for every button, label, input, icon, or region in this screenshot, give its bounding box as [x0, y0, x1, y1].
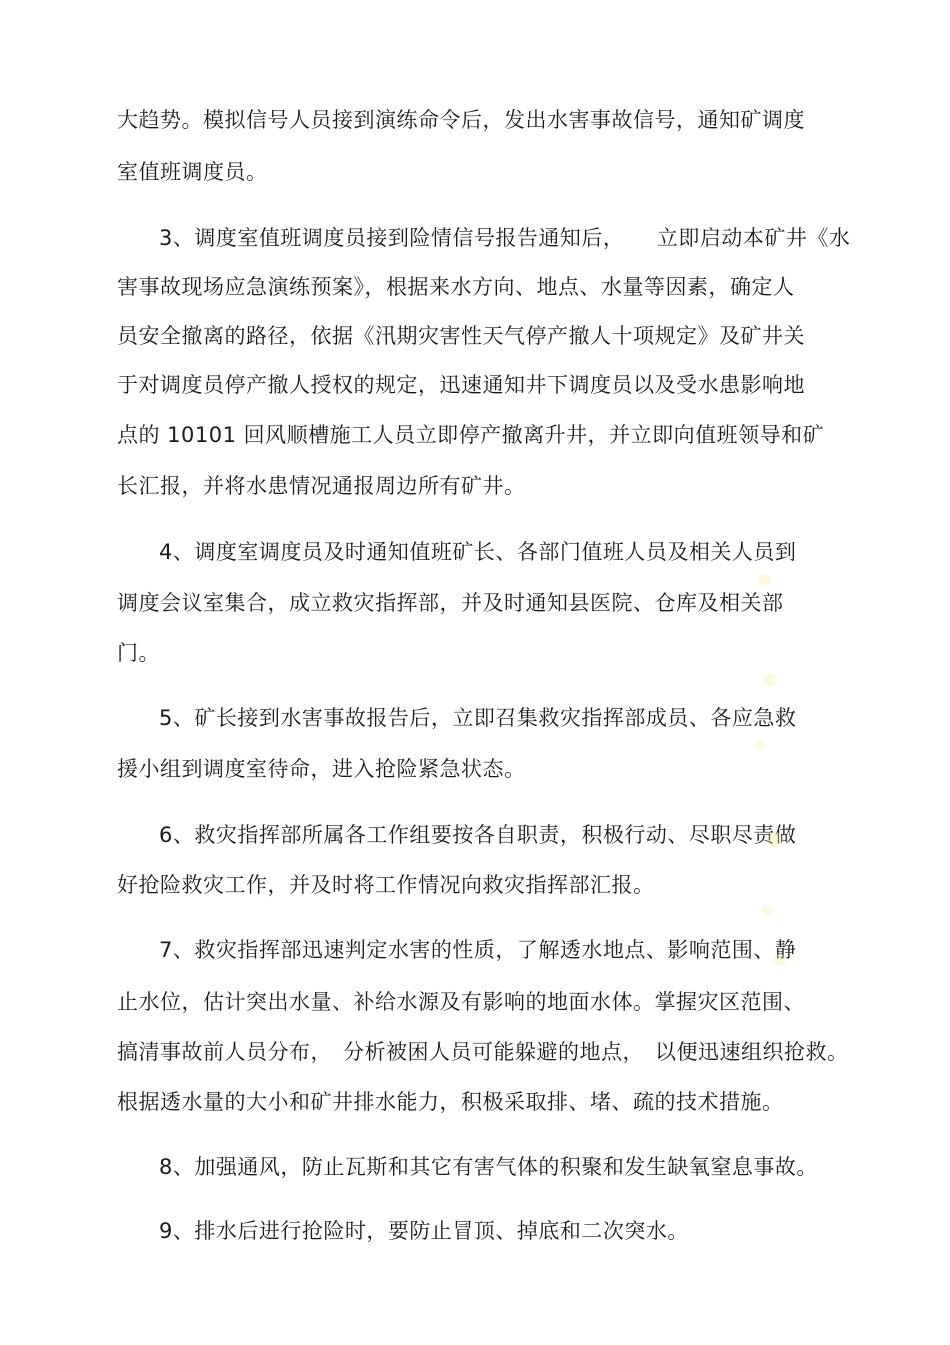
text-line: 大趋势。模拟信号人员接到演练命令后，发出水害事故信号，通知矿调度 [117, 108, 805, 132]
text-line: 门。 [117, 641, 160, 665]
text-line: 3、调度室值班调度员接到险情信号报告通知后， 立即启动本矿井《水 [159, 226, 851, 250]
text-line: 5、矿长接到水害事故报告后，立即召集救灾指挥部成员、各应急救 [159, 706, 797, 730]
text-line: 好抢险救灾工作，并及时将工作情况向救灾指挥部汇报。 [117, 873, 655, 897]
text-line: 调度会议室集合，成立救灾指挥部，并及时通知县医院、仓库及相关部 [117, 591, 784, 615]
text-line: 根据透水量的大小和矿井排水能力，积极采取排、堵、疏的技术措施。 [117, 1090, 784, 1114]
text-line: 员安全撤离的路径，依据《汛期灾害性天气停产撤人十项规定》及矿井关 [117, 324, 805, 348]
watermark-sparkle [735, 560, 895, 980]
text-line: 7、救灾指挥部迅速判定水害的性质，了解透水地点、影响范围、静 [159, 938, 797, 962]
text-line: 于对调度员停产撤人授权的规定，迅速通知井下调度员以及受水患影响地 [117, 373, 805, 397]
text-line: 点的 10101 回风顺槽施工人员立即停产撤离升井，并立即向值班领导和矿 [117, 423, 825, 447]
text-line: 4、调度室调度员及时通知值班矿长、各部门值班人员及相关人员到 [159, 540, 797, 564]
text-line: 9、排水后进行抢险时，要防止冒顶、掉底和二次突水。 [159, 1219, 689, 1243]
text-line: 援小组到调度室待命，进入抢险紧急状态。 [117, 757, 526, 781]
text-line: 长汇报，并将水患情况通报周边所有矿井。 [117, 474, 526, 498]
text-line: 6、救灾指挥部所属各工作组要按各自职责，积极行动、尽职尽责做 [159, 823, 797, 847]
text-line: 害事故现场应急演练预案》，根据来水方向、地点、水量等因素，确定人 [117, 275, 795, 299]
text-line: 室值班调度员。 [117, 160, 268, 184]
text-line: 止水位，估计突出水量、补给水源及有影响的地面水体。掌握灾区范围、 [117, 990, 805, 1014]
text-line: 搞清事故前人员分布， 分析被困人员可能躲避的地点， 以便迅速组织抢救。 [117, 1040, 849, 1064]
text-line: 8、加强通风，防止瓦斯和其它有害气体的积聚和发生缺氧窒息事故。 [159, 1155, 818, 1179]
